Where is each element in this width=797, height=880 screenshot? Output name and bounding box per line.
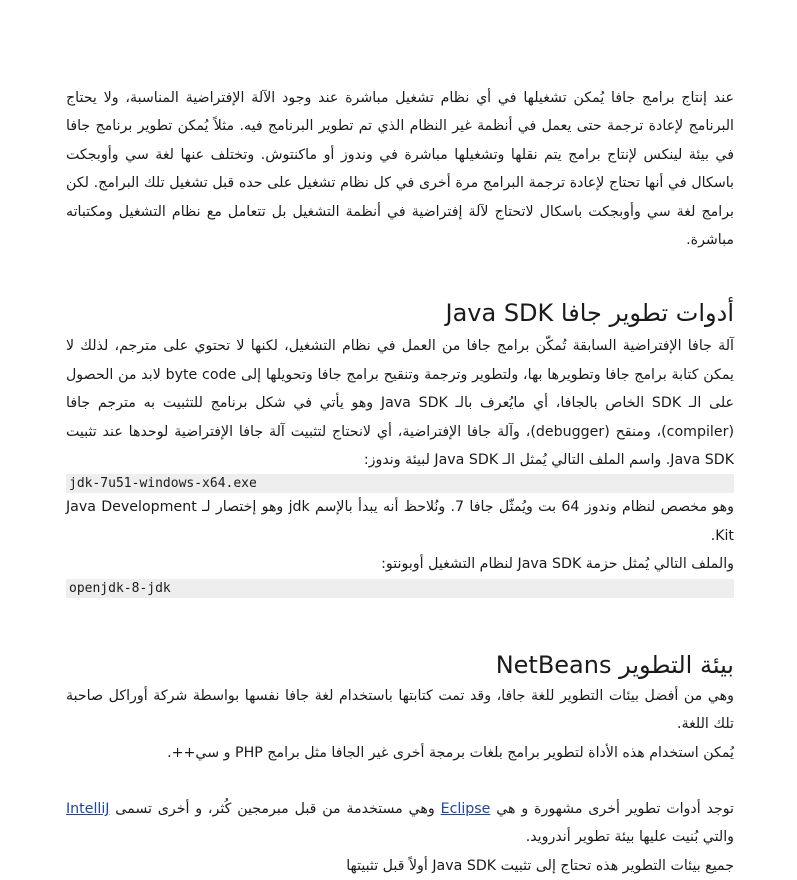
- other-tools-text-1: توجد أدوات تطوير أخرى مشهورة و هي: [490, 800, 734, 817]
- code-block-ubuntu: openjdk-8-jdk: [66, 579, 734, 598]
- netbeans-heading: بيئة التطوير NetBeans: [495, 650, 734, 679]
- intro-paragraph: عند إنتاج برامج جافا يُمكن تشغيلها في أي نظام تشغيل مباشرة عند وجود الآلة الإفتراضية المناسبة، ولا يحتاج البرنامج لإعادة ترجمة حتى يعمل في أنظمة غير النظام الذي تم تطوير البرنامج فيه. مثلاً يُمكن تطوير برنامج جافا في بيئة لينكس لإنتاج برامج يتم نقلها وتشغيلها مباشرة في وندوز أو ماكنتوش. وتختلف عنها لغة سي وأوبجكت باسكال في أنها تحتاج لإعادة ترجمة البرامج مرة أخرى في كل نظام تشغيل على حده قبل تشغيل تلك البرامج. لكن برامج لغة سي وأوبجكت باسكال لاتحتاج لآلة إفتراضية في أنظمة التشغيل بل تتعامل مع نظام التشغيل ومكتباته مباشرة.: [66, 90, 734, 249]
- code-block-windows: jdk-7u51-windows-x64.exe: [66, 474, 734, 493]
- intellij-link[interactable]: IntelliJ: [66, 800, 110, 817]
- spacer: [66, 767, 734, 795]
- other-tools-text-2: وهي مستخدمة من قبل مبرمجين كُثر، و أخرى تسمى: [109, 800, 441, 817]
- netbeans-paragraph-2: يُمكن استخدام هذه الأداة لتطوير برامج بلغات برمجة أخرى غير الجافا مثل برامج PHP و سي++.: [167, 744, 734, 761]
- ubuntu-intro-paragraph: والملف التالي يُمثل حزمة Java SDK لنظام التشغيل أوبونتو:: [381, 556, 734, 573]
- spacer: [66, 254, 734, 298]
- other-tools-paragraph: [66, 795, 734, 852]
- sdk-heading: أدوات تطوير جافا Java SDK: [445, 299, 734, 328]
- sdk-paragraph: آلة جافا الإفتراضية السابقة تُمكّن برامج جافا من العمل في نظام التشغيل، لكنها لا تحتوي على مترجم، لذلك لا يمكن كتابة برامج جافا وتطويرها بها، ولتطوير وترجمة وتنقيح برامج جافا وتحويلها إلى byte code لابد من الحصول على الـ SDK الخاص بالجافا، أي مايُعرف بالـ Java SDK وهو يأتي في شكل برنامج للتثبيت به مترجم جافا (compiler)، ومنقح (debugger)، وآلة جافا الإفتراضية، أي لانحتاج لتثبيت آلة جافا الإفتراضية لوحدها عند تثبيت Java SDK. واسم الملف التالي يُمثل الـ Java SDK لبيئة وندوز:: [66, 338, 735, 469]
- other-tools-text-3: والتي بُنيت عليها بيئة تطوير أندرويد.: [525, 829, 734, 846]
- install-note-paragraph: جميع بيئات التطوير هذه تحتاج إلى تثبيت Java SDK أولاً قبل تثبيتها: [346, 857, 734, 874]
- netbeans-paragraph-1: وهي من أفضل بيئات التطوير للغة جافا، وقد تمت كتابتها باستخدام لغة جافا نفسها بواسطة شركة أوراكل صاحبة تلك اللغة.: [66, 687, 734, 733]
- after-windows-paragraph: وهو مخصص لنظام وندوز 64 بت ويُمثّل جافا 7. ونُلاحظ أنه يبدأ بالإسم jdk وهو إختصار لـ Java Development Kit.: [66, 499, 734, 544]
- eclipse-link[interactable]: Eclipse: [440, 800, 491, 817]
- article-body: [66, 84, 734, 880]
- spacer: [66, 598, 734, 650]
